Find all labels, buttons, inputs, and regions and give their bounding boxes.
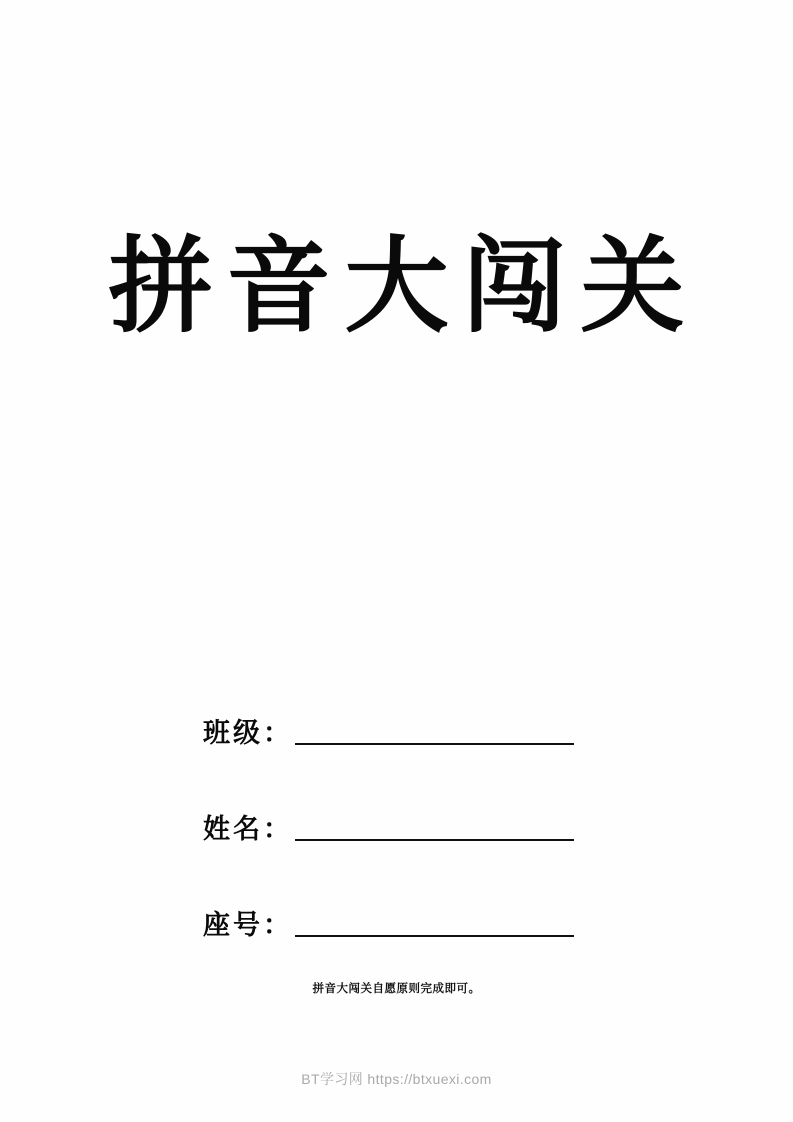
instruction-note: 拼音大闯关自愿原则完成即可。 — [312, 981, 481, 995]
field-label-name: 姓名： — [203, 814, 293, 845]
field-row-seat-number — [0, 847, 793, 943]
field-label-class: 班级： — [203, 718, 293, 749]
field-blank-class[interactable] — [295, 742, 574, 745]
site-watermark: BT学习网 https://btxuexi.com — [301, 1071, 492, 1087]
field-blank-seat-number[interactable] — [295, 934, 574, 937]
field-row-name — [0, 751, 793, 847]
field-label-seat-number: 座号： — [203, 910, 293, 941]
page-title: 拼音大闯关 — [108, 224, 699, 347]
field-blank-name[interactable] — [295, 838, 574, 841]
field-row-class — [0, 655, 793, 751]
student-info-fields — [0, 655, 793, 943]
